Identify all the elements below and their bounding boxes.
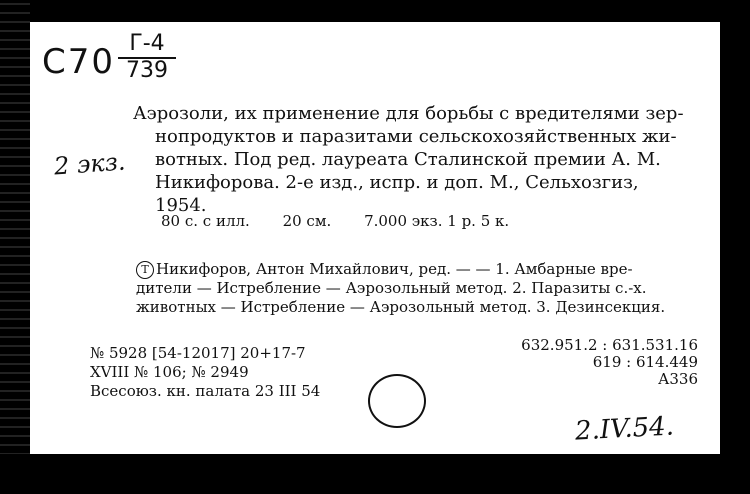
scan-left-edge [0,0,30,494]
shelf-fraction [118,32,176,83]
title-line: Аэрозоли, их применение для борьбы с вредителями зер- [133,103,684,124]
title-line: Никифорова. 2-е изд., испр. и доп. М., Сельхозгиз, [155,172,639,193]
pages: 80 с. с илл. [161,212,250,230]
date-stamp: 2.IV.54. [574,411,675,447]
physical-description [161,212,537,230]
edition-price: 7.000 экз. 1 р. 5 к. [364,212,510,230]
title-line: нопродуктов и паразитами сельскохозяйственных жи- [155,126,677,147]
size: 20 см. [282,212,332,230]
classification-line: 632.951.2 : 631.531.16 [521,336,698,354]
record-line: № 5928 [54-12017] 20+17-7 [90,344,306,362]
punch-hole [368,374,426,428]
classification-line: 619 : 614.449 [592,353,698,371]
catalog-card [30,22,720,454]
record-line: Всесоюз. кн. палата 23 III 54 [90,382,321,400]
title-line: 1954. [155,195,207,216]
tracings [136,260,696,317]
record-info [90,344,320,401]
tracing-line: дители — Истребление — Аэрозольный метод. 2. Паразиты с.-х. [136,279,647,297]
classification-info [521,337,698,388]
classification-line: А336 [658,370,698,388]
title-line: вотных. Под ред. лауреата Сталинской премии А. М. [155,149,661,170]
fraction-bottom: 739 [126,58,168,83]
tracing-line: животных — Истребление — Аэрозольный метод. 3. Дезинсекция. [136,298,666,316]
copies-note: 2 экз. [53,147,127,181]
tracing-line-text: Никифоров, Антон Михайлович, ред. — — 1. Амбарные вре- [156,260,633,278]
call-number: С70 [42,42,116,82]
bibliographic-description [133,102,693,217]
fraction-top: Г-4 [129,31,165,56]
tracing-mark: Т [136,261,154,279]
scan-bottom-band [0,454,750,494]
tracing-line [136,260,696,279]
record-line: XVIII № 106; № 2949 [90,363,249,381]
